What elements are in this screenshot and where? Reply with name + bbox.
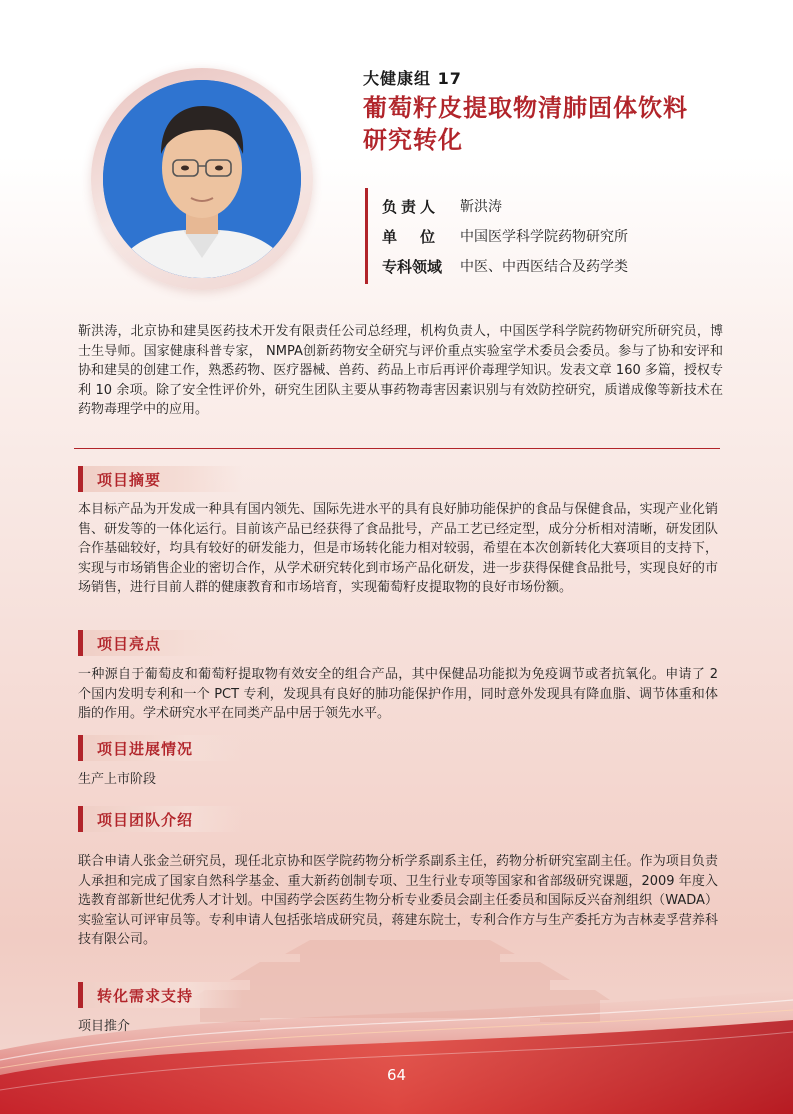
section-title-support: 转化需求支持 [97, 986, 194, 1005]
field-value: 中医、中西医结合及药学类 [460, 259, 628, 275]
section-header-abstract [78, 466, 243, 492]
section-header-highlights [78, 630, 243, 656]
page-number: 64 [386, 1066, 407, 1084]
section-body-highlights: 一种源自于葡萄皮和葡萄籽提取物有效安全的组合产品，其中保健品功能拟为免疫调节或者抗氧化。申请了 2 个国内发明专利和一个 PCT 专利，发现具有良好的肺功能保护作用，同时意外发现具有降血脂、调节体重和体脂的作用。学术研究水平在同类产品中居于领先水平。 [78, 667, 718, 722]
leader-bio: 靳洪涛，北京协和建昊医药技术开发有限责任公司总经理，机构负责人，中国医学科学院药物研究所研究员，博士生导师。国家健康科普专家， NMPA创新药物安全研究与评价重点实验室学术委员会委员。参与了协和安评和协和建昊的创建工作，熟悉药物、医疗器械、兽药、药品上市后再评价毒理学知识。发表文章 160 多篇，授权专利 10 余项。除了安全性评价外，研究生团队主要从事药物毒害因素识别与有效防控研究，质谱成像等新技术在药物毒理学中的应用。 [78, 324, 723, 417]
section-title-abstract: 项目摘要 [97, 470, 162, 489]
info-row-unit [382, 223, 628, 249]
section-body-progress: 生产上市阶段 [78, 772, 157, 787]
section-header-support [78, 982, 243, 1008]
project-title [363, 92, 723, 156]
section-body-abstract: 本目标产品为开发成一种具有国内领先、国际先进水平的具有良好肺功能保护的食品与保健食品，实现产业化销售、研发等的一体化运行。目前该产品已经获得了食品批号，产品工艺已经定型，成分分析相对清晰，研发团队合作基础较好，均具有较好的研发能力，但是市场转化能力相对较弱，希望在本次创新转化大赛项目的支持下，实现与市场销售企业的密切合作，从学术研究转化到市场产品化研发，进一步获得保健食品批号，实现良好的市场销售，进行目前人群的健康教育和市场培育，实现葡萄籽皮提取物的良好市场份额。 [78, 502, 718, 596]
info-accent-bar [365, 188, 368, 284]
section-header-progress [78, 735, 243, 761]
group-label: 大健康组 17 [363, 69, 462, 88]
section-header-team [78, 806, 243, 832]
info-row-field [382, 253, 628, 279]
section-title-progress: 项目进展情况 [97, 739, 194, 758]
unit-value: 中国医学科学院药物研究所 [460, 229, 628, 245]
leader-label: 负责人 [382, 197, 440, 216]
section-divider [74, 448, 720, 449]
portrait-photo [103, 80, 301, 278]
project-title-line-2: 研究转化 [363, 126, 463, 154]
section-body-support: 项目推介 [78, 1019, 131, 1034]
unit-label: 单 位 [382, 227, 440, 246]
project-title-line-1: 葡萄籽皮提取物清肺固体饮料 [363, 94, 688, 122]
section-title-team: 项目团队介绍 [97, 810, 194, 829]
section-body-team: 联合申请人张金兰研究员，现任北京协和医学院药物分析学系副系主任，药物分析研究室副主任。作为项目负责人承担和完成了国家自然科学基金、重大新药创制专项、卫生行业专项等国家和省部级研究课题，2009 年度入选教育部新世纪优秀人才计划。中国药学会医药生物分析专业委员会副主任委员和国际反兴奋剂组织（WADA）实验室认可评审员等。专利申请人包括张培成研究员，蒋建东院士，专利合作方与生产委托方为吉林麦孚营养科技有限公司。 [78, 854, 718, 948]
section-title-highlights: 项目亮点 [97, 634, 162, 653]
info-row-leader [382, 193, 502, 219]
field-label: 专科领域 [382, 257, 443, 276]
leader-value: 靳洪涛 [460, 199, 502, 215]
